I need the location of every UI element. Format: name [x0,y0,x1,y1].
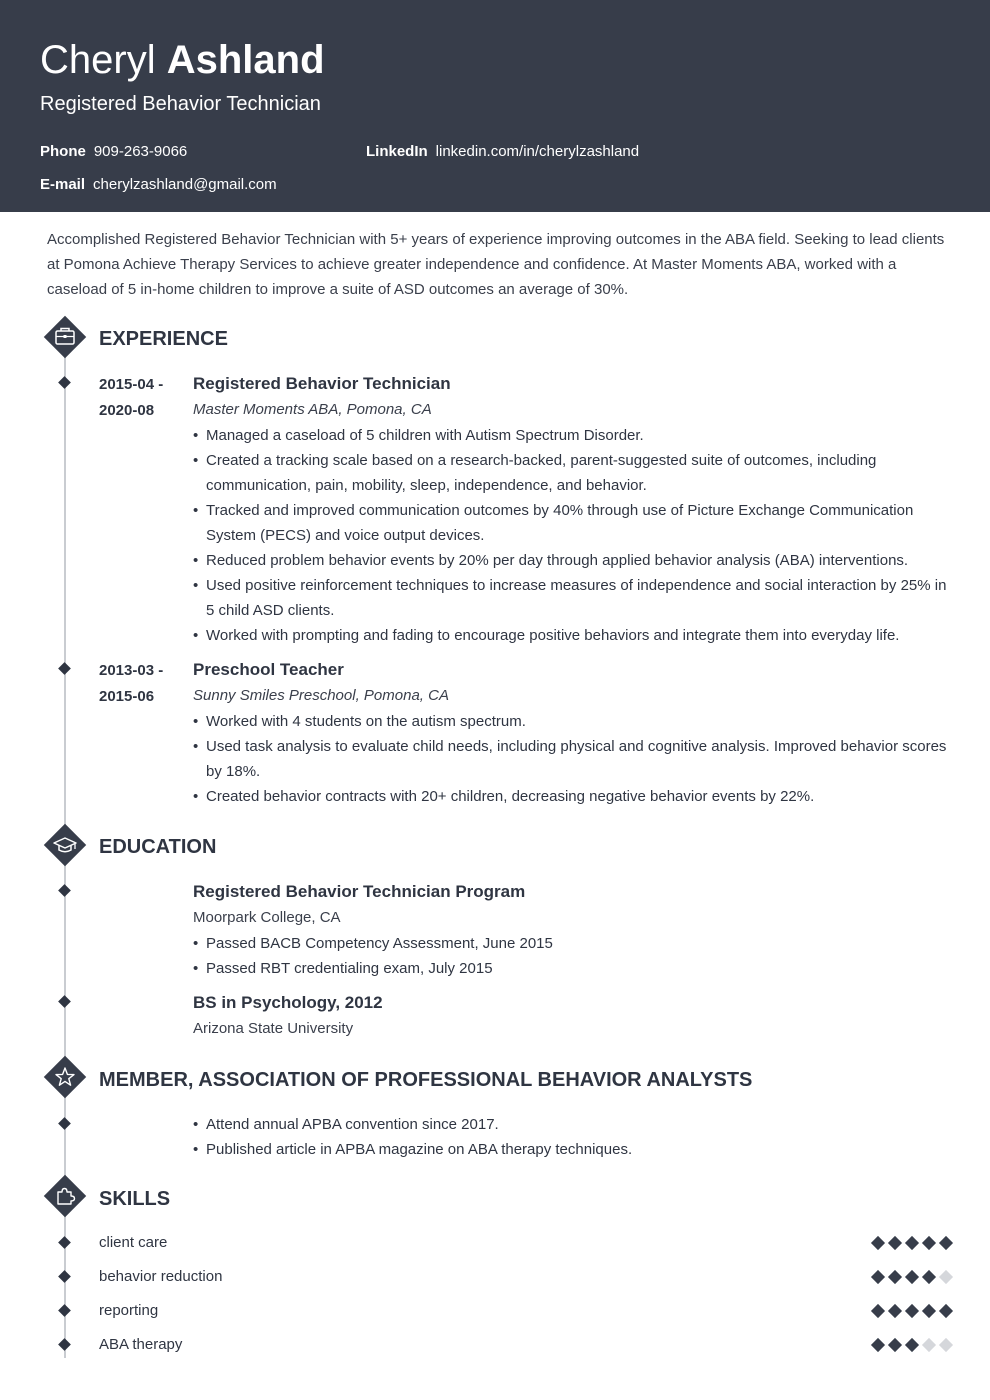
rating-diamond-filled [922,1270,936,1284]
skill-name: reporting [99,1302,159,1319]
skill-rating [873,1332,951,1358]
education-entry [193,990,953,1042]
rating-diamond-filled [939,1304,953,1318]
education-heading: EDUCATION [99,836,217,858]
experience-heading: EXPERIENCE [99,328,228,350]
job-entry [193,657,953,809]
contact-phone [40,142,187,162]
rating-diamond-empty [922,1338,936,1352]
education-entry [193,879,953,981]
skill-name: ABA therapy [99,1336,183,1353]
bullet-item: • Created behavior contracts with 20+ children, decreasing negative behavior events by 22%. [193,784,953,809]
degree-title: BS in Psychology, 2012 [193,993,383,1012]
membership-heading: MEMBER, ASSOCIATION OF PROFESSIONAL BEHAVIOR ANALYSTS [99,1069,753,1091]
timeline-dot [58,1117,71,1130]
bullet-item: • Used positive reinforcement techniques to increase measures of independence and social interaction by 25% in 5 child ASD clients. [193,573,953,623]
rating-diamond-filled [888,1236,902,1250]
membership-bullets [193,1112,953,1162]
rating-diamond-empty [939,1270,953,1284]
email-label: E-mail [40,176,86,193]
first-name: Cheryl [40,38,156,82]
job-date-end: 2015-06 [99,688,155,705]
job-date-start: 2013-03 - [99,662,164,679]
rating-diamond-filled [871,1304,885,1318]
timeline-dot [58,1270,71,1283]
rating-diamond-filled [888,1304,902,1318]
timeline-dot [58,995,71,1008]
bullet-item: • Used task analysis to evaluate child needs, including physical and cognitive analysis. Improved behavior scores by 18%. [193,734,953,784]
job-entry [193,371,953,648]
contact-email [40,175,277,195]
job-company: Sunny Smiles Preschool, Pomona, CA [193,687,449,704]
membership-entry [193,1112,953,1162]
school-name: Moorpark College, CA [193,909,341,926]
bullet-item: • Worked with 4 students on the autism spectrum. [193,709,953,734]
phone-value[interactable]: 909-263-9066 [93,143,188,160]
rating-diamond-filled [871,1236,885,1250]
rating-diamond-filled [939,1236,953,1250]
last-name: Ashland [166,38,325,82]
education-bullets [193,931,953,981]
linkedin-label: LinkedIn [366,143,428,160]
skill-rating [873,1230,951,1256]
rating-diamond-filled [905,1304,919,1318]
bullet-item: • Managed a caseload of 5 children with Autism Spectrum Disorder. [193,423,953,448]
job-title: Registered Behavior Technician [193,374,451,393]
rating-diamond-empty [939,1338,953,1352]
bullet-item: • Reduced problem behavior events by 20% per day through applied behavior analysis (ABA) interventions. [193,548,953,573]
skill-row [99,1230,951,1256]
rating-diamond-filled [888,1270,902,1284]
timeline-dot [58,662,71,675]
rating-diamond-filled [905,1270,919,1284]
email-link[interactable]: cherylzashland@gmail.com [93,176,277,193]
puzzle-icon [44,1175,86,1217]
candidate-role: Registered Behavior Technician [40,93,321,115]
contact-linkedin [366,142,639,162]
phone-label: Phone [40,143,86,160]
skill-name: behavior reduction [99,1268,223,1285]
bullet-item: • Created a tracking scale based on a research-backed, parent-suggested suite of outcomes, including communication, pain, mobility, sleep, independence, and behavior. [193,448,953,498]
job-bullets [193,709,953,809]
skill-row [99,1332,951,1358]
resume-header [0,0,990,212]
skill-row [99,1298,951,1324]
bullet-item: • Worked with prompting and fading to encourage positive behaviors and integrate them into everyday life. [193,623,953,648]
school-name: Arizona State University [193,1020,354,1037]
skill-name: client care [99,1234,168,1251]
summary-paragraph: Accomplished Registered Behavior Technician with 5+ years of experience improving outcomes in the ABA field. Seeking to lead clients at Pomona Achieve Therapy Services to achieve greater independence and confidence. At Master Moments ABA, worked with a caseload of 5 in-home children to improve a suite of ASD outcomes an average of 30%. [47,231,945,298]
skill-rating [873,1264,951,1290]
bullet-item: • Attend annual APBA convention since 2017. [193,1112,953,1137]
skill-row [99,1264,951,1290]
candidate-name [40,36,325,84]
rating-diamond-filled [922,1236,936,1250]
graduation-cap-icon [44,824,86,866]
rating-diamond-filled [905,1236,919,1250]
bullet-item: • Tracked and improved communication outcomes by 40% through use of Picture Exchange Communication System (PECS) and voice output devices. [193,498,953,548]
rating-diamond-filled [888,1338,902,1352]
bullet-item: • Passed RBT credentialing exam, July 2015 [193,956,953,981]
job-date-start: 2015-04 - [99,376,164,393]
job-company: Master Moments ABA, Pomona, CA [193,401,432,418]
timeline-dot [58,1338,71,1351]
timeline-dot [58,884,71,897]
briefcase-icon [44,316,86,358]
rating-diamond-filled [922,1304,936,1318]
skill-rating [873,1298,951,1324]
timeline-dot [58,1304,71,1317]
linkedin-link[interactable]: linkedin.com/in/cherylzashland [435,143,640,160]
rating-diamond-filled [871,1338,885,1352]
bullet-item: • Passed BACB Competency Assessment, June 2015 [193,931,953,956]
timeline-dot [58,376,71,389]
skills-heading: SKILLS [99,1188,171,1210]
timeline-dot [58,1236,71,1249]
bullet-item: • Published article in APBA magazine on ABA therapy techniques. [193,1137,953,1162]
degree-title: Registered Behavior Technician Program [193,882,526,901]
star-icon [44,1056,86,1098]
job-bullets [193,423,953,648]
rating-diamond-filled [905,1338,919,1352]
rating-diamond-filled [871,1270,885,1284]
job-title: Preschool Teacher [193,660,344,679]
job-date-end: 2020-08 [99,402,155,419]
